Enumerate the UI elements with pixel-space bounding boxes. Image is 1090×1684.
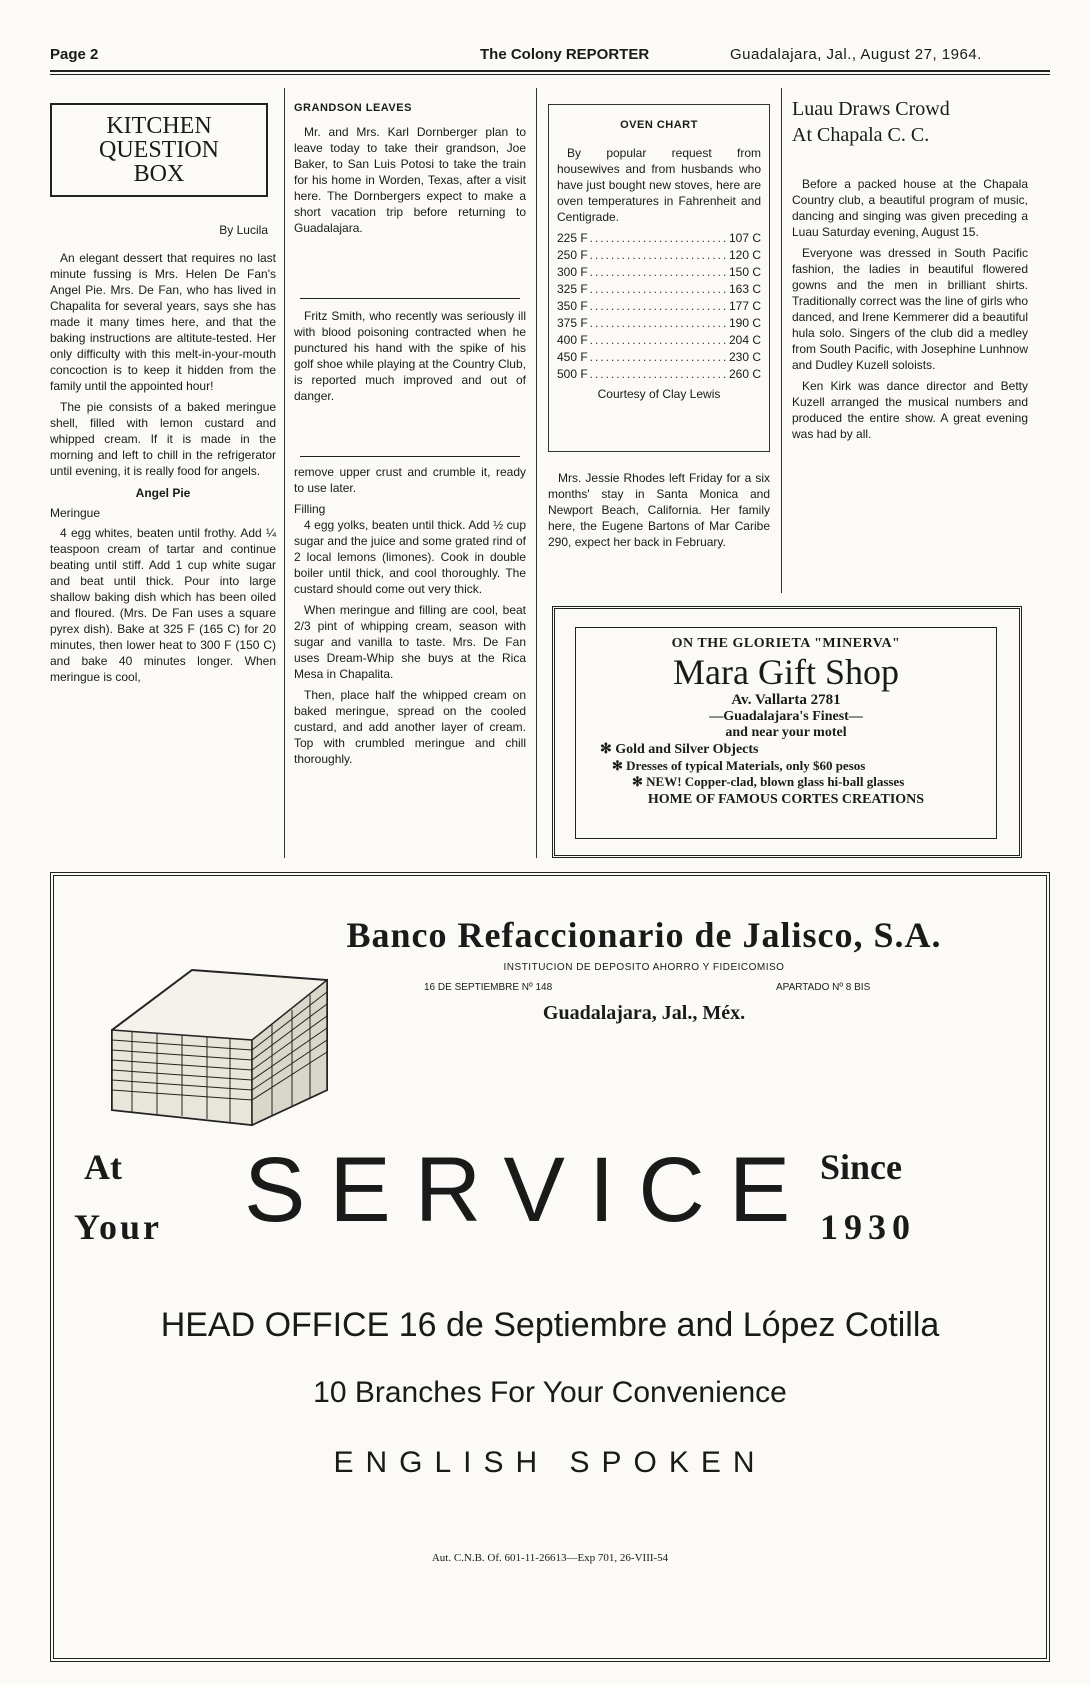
oven-chart-row [557,264,761,281]
shop-item [576,774,996,790]
paragraph: 4 egg whites, beaten until frothy. Add ¼ teaspoon cream of tartar and continue beating until stiff. Add 1 cup white sugar and beat until thick. Pour into large shallow baking dish which has been oiled and floured. (Mrs. De Fan uses a square pyrex dish). Bake at 325 F (165 C) for 20 minutes, then lower heat to 300 F (150 C) and bake 40 minutes longer. When meringue is cool, [50,526,276,684]
centigrade-value: 150 C [728,265,761,279]
shop-name: Mara Gift Shop [673,652,899,692]
leader-dots: .......................... [589,282,729,296]
recipe-subhead: Meringue [50,506,101,520]
bank-ad [50,872,1050,1662]
column-divider [284,88,285,858]
leader-dots: .......................... [589,367,729,381]
slogan-your: Your [74,1207,163,1247]
oven-chart-row [557,281,761,298]
centigrade-value: 163 C [728,282,761,296]
item-text: Dresses of typical Materials, only $60 pesos [626,758,866,773]
centigrade-value: 230 C [728,350,761,364]
centigrade-value: 177 C [728,299,761,313]
centigrade-value: 107 C [728,231,761,245]
asterisk-icon: ✻ [612,758,627,773]
shop-tagline: and near your motel [725,725,847,740]
paragraph: Ken Kirk was dance director and Betty Kuzell arranged the musical numbers and produced the entire show. A great evening was had by all. [792,379,1028,441]
shop-footer: HOME OF FAMOUS CORTES CREATIONS [647,792,925,807]
byline: By Lucila [219,223,268,237]
bank-name: Banco Refaccionario de Jalisco, S.A. [346,915,942,955]
oven-chart-row [557,332,761,349]
masthead: The Colony REPORTER [480,46,650,63]
oven-chart-row [557,349,761,366]
paragraph: remove upper crust and crumble it, ready to use later. [294,465,526,495]
oven-chart-row [557,366,761,383]
shop-address: Av. Vallarta 2781 [731,692,841,708]
fahrenheit-value: 300 F [557,265,588,279]
fritz-article [294,308,526,409]
header-rule [50,70,1050,72]
oven-chart-intro [557,145,761,225]
leader-dots: .......................... [589,231,729,245]
asterisk-icon: ✻ [632,774,647,789]
leader-dots: .......................... [589,248,729,262]
fahrenheit-value: 500 F [557,367,588,381]
bank-building-illustration [102,940,332,1130]
fahrenheit-value: 250 F [557,248,588,262]
asterisk-icon: ✻ [600,742,616,757]
english-spoken: ENGLISH SPOKEN [333,1446,767,1479]
paragraph: Then, place half the whipped cream on baked meringue, spread on the cooled custard, and add another layer of cream. Top with crumbled meringue and chill thoroughly. [294,688,526,766]
bank-po-box: APARTADO Nº 8 BIS [776,982,871,993]
slogan-since: Since [820,1147,903,1187]
oven-chart-row [557,298,761,315]
centigrade-value: 190 C [728,316,761,330]
paragraph: 4 egg yolks, beaten until thick. Add ½ cup sugar and the juice and some grated rind of 2 local lemons (limones). Cook in double boiler until thick, and cool thoroughly. The custard should come out very thick. [294,518,526,596]
recipe-continued [294,464,526,772]
ad-inner-frame [575,627,997,839]
centigrade-value: 120 C [728,248,761,262]
box-title-line: QUESTION [99,137,219,163]
oven-chart-table [557,230,761,383]
item-text: NEW! Copper-clad, blown glass hi-ball glasses [646,774,905,789]
dateline: Guadalajara, Jal., August 27, 1964. [730,46,982,63]
shop-item [576,758,996,774]
recipe-title: Angel Pie [135,486,191,500]
bank-city: Guadalajara, Jal., Méx. [542,1002,746,1024]
fahrenheit-value: 325 F [557,282,588,296]
shop-tagline: —Guadalajara's Finest— [709,709,863,724]
box-title-line: BOX [133,161,185,187]
mara-gift-shop-ad [552,606,1022,858]
fahrenheit-value: 350 F [557,299,588,313]
grandson-heading: GRANDSON LEAVES [294,102,412,114]
box-title-line: KITCHEN [106,113,212,139]
paragraph: An elegant dessert that requires no last minute fussing is Mrs. Helen De Fan's Angel Pie. Mrs. De Fan, who has lived in Chapalita for several years, says she has made it many times here, and that the baking instructions are altitute-tested. Her only difficulty with this melt-in-your-mouth concoction is to keep it hidden from the family until the appointed hour! [50,251,276,393]
paragraph: Fritz Smith, who recently was seriously ill with blood poisoning contracted when he punctured his hand with the spike of his golf shoe while playing at the Country Club, is reported much improved and out of danger. [294,309,526,403]
fahrenheit-value: 450 F [557,350,588,364]
fahrenheit-value: 400 F [557,333,588,347]
oven-chart-title: OVEN CHART [620,119,698,131]
branches: 10 Branches For Your Convenience [313,1376,787,1409]
oven-chart-row [557,230,761,247]
slogan-service: SERVICE [244,1139,815,1241]
kitchen-article [50,250,276,690]
slogan-year: 1930 [820,1207,916,1247]
article-rule [300,456,520,457]
authorization-note: Aut. C.N.B. Of. 601-11-26613—Exp 701, 26-VIII-54 [431,1552,669,1564]
fahrenheit-value: 375 F [557,316,588,330]
leader-dots: .......................... [589,350,729,364]
shop-item [576,741,996,758]
paragraph: Mrs. Jessie Rhodes left Friday for a six months' stay in Santa Monica and Newport Beach, California. Her family here, the Eugene Bartons of Mar Caribe 290, expect her back in February. [548,471,770,549]
column-divider [536,88,537,858]
column-divider [781,88,782,593]
kitchen-question-box-title [50,103,268,197]
centigrade-value: 260 C [728,367,761,381]
leader-dots: .......................... [589,316,729,330]
paragraph: By popular request from housewives and from husbands who have just bought new stoves, here are oven temperatures in Fahrenheit and Centigrade. [557,146,761,224]
bank-address: 16 DE SEPTIEMBRE Nº 148 [424,982,553,993]
leader-dots: .......................... [589,299,729,313]
oven-chart-row [557,247,761,264]
recipe-subhead: Filling [294,502,326,516]
ad-location: ON THE GLORIETA "MINERVA" [671,636,901,651]
bank-subtitle: INSTITUCION DE DEPOSITO AHORRO Y FIDEICOMISO [503,962,785,973]
oven-chart-box [548,104,770,452]
head-office: HEAD OFFICE 16 de Septiembre and López Cotilla [160,1306,940,1344]
item-text: Gold and Silver Objects [615,742,759,757]
paragraph: Before a packed house at the Chapala Country club, a beautiful program of music, dancing and singing was given preceding a Luau Saturday evening, August 15. [792,177,1028,239]
grandson-article [294,124,526,241]
oven-chart-credit: Courtesy of Clay Lewis [597,387,721,401]
page-number: Page 2 [50,46,99,63]
luau-headline: At Chapala C. C. [792,124,930,146]
paragraph: Everyone was dressed in South Pacific fashion, the ladies in beautiful flowered gowns and the men in brilliant shirts. Traditionally correct was the line of girls who danced, and Irene Kemmerer did a beautiful hula solo. Singers of the club did a medley from South Pacific, with Josephine Lunhnow and Dudley Kuzell soloists. [792,246,1028,372]
centigrade-value: 204 C [728,333,761,347]
oven-chart-row [557,315,761,332]
leader-dots: .......................... [589,333,729,347]
header-rule-thin [50,74,1050,75]
luau-article [792,176,1028,447]
paragraph: The pie consists of a baked meringue shell, filled with lemon custard and whipped cream. If it is made in the morning and left to chill in the refrigerator until evening, it is really food for angels. [50,400,276,478]
rhodes-article [548,470,770,555]
article-rule [300,298,520,299]
fahrenheit-value: 225 F [557,231,588,245]
paragraph: Mr. and Mrs. Karl Dornberger plan to leave today to take their grandson, Joe Baker, to San Luis Potosi to take the train for his home in Worden, Texas, after a visit here. The Dornbergers expect to make a short vacation trip before returning to Guadalajara. [294,125,526,235]
leader-dots: .......................... [589,265,729,279]
slogan-at: At [84,1147,122,1187]
luau-headline: Luau Draws Crowd [792,98,950,120]
paragraph: When meringue and filling are cool, beat 2/3 pint of whipping cream, season with sugar and vanilla to taste. Mrs. De Fan uses Dream-Whip she buys at the Rica Mesa in Chapalita. [294,603,526,681]
